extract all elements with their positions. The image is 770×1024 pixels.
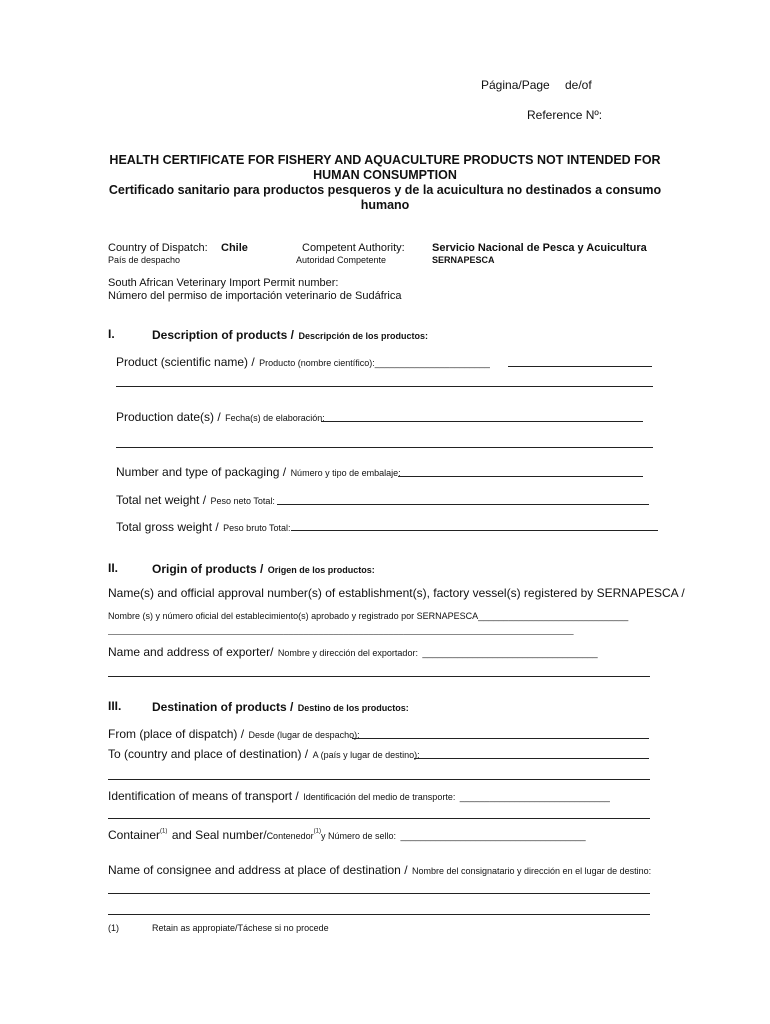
gross-label-en: Total gross weight / — [116, 520, 219, 534]
section1-heading — [152, 326, 428, 344]
section3-heading — [152, 698, 409, 716]
net-label-es: Peso neto Total: — [210, 496, 275, 506]
from-field — [108, 725, 360, 743]
exporter-dashes: ___________________________________ — [422, 648, 598, 658]
net-weight-input-line[interactable] — [277, 504, 649, 505]
packaging-label-es: Número y tipo de embalaje: — [290, 468, 401, 478]
establishment-field — [108, 606, 628, 624]
packaging-field — [116, 463, 401, 481]
authority-label-es: Autoridad Competente — [296, 255, 387, 265]
section1-numeral: I. — [108, 327, 115, 341]
from-label-es: Desde (lugar de despacho): — [248, 730, 360, 740]
consignee-input-line[interactable] — [108, 893, 650, 894]
container-label-es: Contenedor — [266, 831, 314, 841]
to-label-es: A (país y lugar de destino): — [312, 750, 420, 760]
exporter-label-es: Nombre y dirección del exportador: — [277, 648, 418, 658]
to-label-en: To (country and place of destination) / — [108, 747, 309, 761]
product-label-en: Product (scientific name) / — [116, 355, 255, 369]
footnote-text: Retain as appropiate/Táchese si no procede — [152, 923, 329, 933]
date-input-line[interactable] — [321, 421, 643, 422]
title-es-line1: Certificado sanitario para productos pesqueros y de la acuicultura no destinados a consumo — [108, 183, 662, 197]
consignee-field — [108, 861, 651, 879]
container-footnote-ref-2: (1) — [313, 828, 321, 835]
product-field — [116, 353, 490, 371]
net-label-en: Total net weight / — [116, 493, 207, 507]
container-field — [108, 826, 586, 844]
product-input-line-2[interactable] — [116, 386, 653, 387]
product-input-line[interactable] — [508, 366, 652, 367]
title-es-line2: humano — [360, 198, 410, 212]
country-value: Chile — [221, 242, 248, 254]
product-label-es: Producto (nombre científico): — [259, 358, 375, 368]
authority-value-line2: SERNAPESCA — [432, 255, 495, 265]
container-label-es2: y Número de sello: — [320, 831, 396, 841]
packaging-input-line[interactable] — [398, 476, 643, 477]
consignee-label-en: Name of consignee and address at place of destination / — [108, 863, 408, 877]
of-label: de/of — [565, 78, 592, 92]
authority-label-en: Competent Authority: — [302, 242, 405, 254]
container-dashes: _____________________________________ — [400, 831, 586, 841]
establishment-label-es: Nombre (s) y número oficial del establecimiento(s) aprobado y registrado por SERNAPESCA — [108, 611, 479, 621]
consignee-label-es: Nombre del consignatario y dirección en el lugar de destino: — [411, 866, 652, 876]
transport-field — [108, 787, 610, 805]
establishment-dashes: ______________________________ — [478, 611, 629, 621]
packaging-label-en: Number and type of packaging / — [116, 465, 287, 479]
section3-title-en: Destination of products / — [152, 700, 294, 714]
establishment-full-dashes: _____________________________________________________________________________________________ — [108, 625, 574, 635]
section2-heading — [152, 560, 375, 578]
from-label-en: From (place of dispatch) / — [108, 727, 245, 741]
reference-label: Reference Nº: — [527, 108, 603, 122]
container-label-en: Container — [108, 828, 161, 842]
country-label-es: País de despacho — [108, 255, 181, 265]
section2-title-en: Origin of products / — [152, 562, 264, 576]
transport-label-en: Identification of means of transport / — [108, 789, 299, 803]
exporter-field — [108, 643, 598, 661]
transport-input-line-2[interactable] — [108, 818, 650, 819]
exporter-label-en: Name and address of exporter/ — [108, 645, 274, 659]
product-dashes: _______________________ — [374, 358, 490, 368]
page-label: Página/Page — [481, 78, 550, 92]
date-label-es: Fecha(s) de elaboración: — [225, 413, 325, 423]
title-en-line1: HEALTH CERTIFICATE FOR FISHERY AND AQUACULTURE PRODUCTS NOT INTENDED FOR — [109, 153, 661, 167]
section2-title-es: Origen de los productos: — [267, 565, 375, 575]
section3-numeral: III. — [108, 699, 122, 713]
date-field — [116, 408, 325, 426]
authority-value-line1: Servicio Nacional de Pesca y Acuicultura — [432, 242, 647, 254]
container-label-en2: and Seal number/ — [171, 828, 267, 842]
section2-numeral: II. — [108, 561, 119, 575]
consignee-input-line-2[interactable] — [108, 914, 650, 915]
date-input-line-2[interactable] — [116, 447, 653, 448]
section3-title-es: Destino de los productos: — [297, 703, 409, 713]
gross-label-es: Peso bruto Total: — [223, 523, 291, 533]
exporter-input-line[interactable] — [108, 676, 650, 677]
to-input-line-2[interactable] — [108, 779, 650, 780]
country-label-en: Country of Dispatch: — [108, 242, 208, 254]
permit-label-es: Número del permiso de importación veterinario de Sudáfrica — [108, 290, 402, 302]
to-input-line[interactable] — [414, 758, 649, 759]
section1-title-en: Description of products / — [152, 328, 295, 342]
title-en-line2: HUMAN CONSUMPTION — [313, 168, 457, 182]
date-label-en: Production date(s) / — [116, 410, 221, 424]
transport-label-es: Identificación del medio de transporte: — [303, 792, 456, 802]
permit-label-en: South African Veterinary Import Permit number: — [108, 277, 339, 289]
establishment-label-en: Name(s) and official approval number(s) of establishment(s), factory vessel(s) registered by SERNAPESCA / — [108, 586, 685, 600]
to-field — [108, 745, 420, 763]
transport-dashes: ______________________________ — [459, 792, 610, 802]
net-weight-field — [116, 491, 275, 509]
section1-title-es: Descripción de los productos: — [298, 331, 428, 341]
from-input-line[interactable] — [352, 738, 649, 739]
gross-weight-field — [116, 518, 291, 536]
gross-weight-input-line[interactable] — [291, 530, 658, 531]
footnote-mark: (1) — [108, 923, 119, 933]
container-footnote-ref: (1) — [160, 828, 168, 835]
